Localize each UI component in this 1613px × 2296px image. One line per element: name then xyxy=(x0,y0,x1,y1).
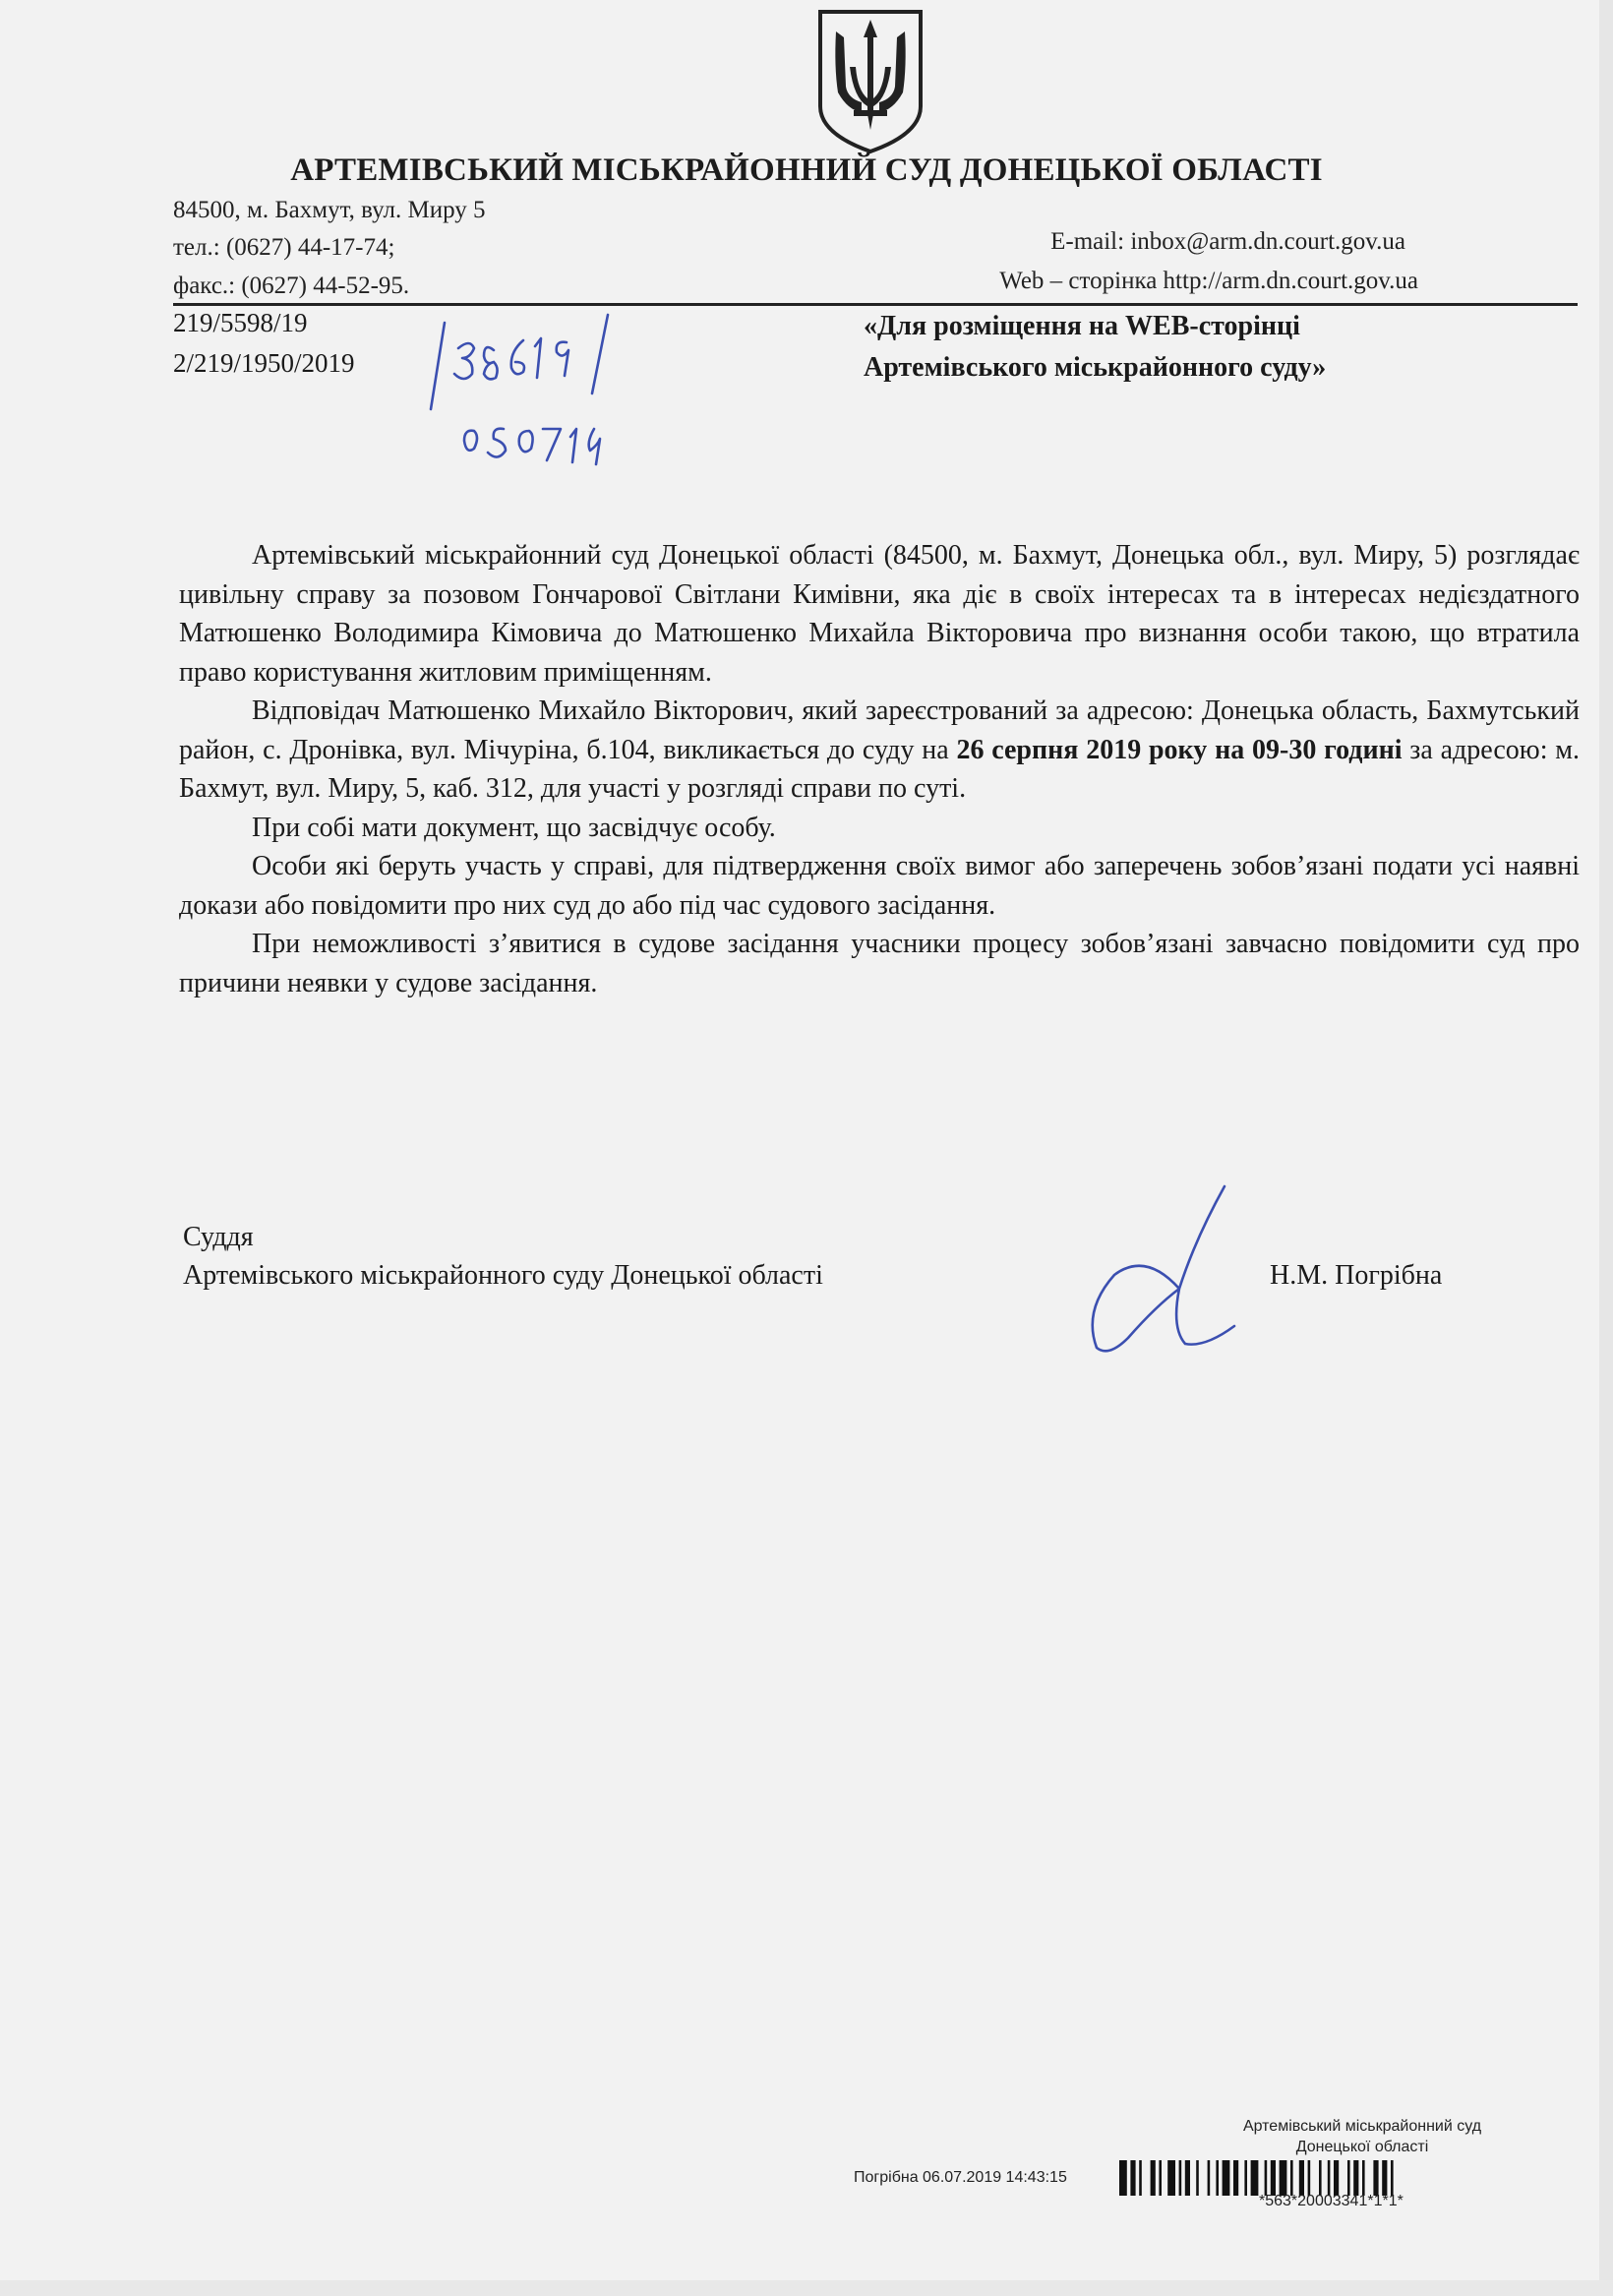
case-number: 219/5598/19 xyxy=(173,308,308,337)
web-note-line1: «Для розміщення на WEB-сторінці xyxy=(864,311,1300,341)
scan-edge-bottom xyxy=(0,2280,1613,2296)
handwritten-registration-mark xyxy=(413,313,639,480)
web-note-line2: Артемівського міськрайонного суду» xyxy=(864,352,1327,383)
court-phone: тел.: (0627) 44-17-74; xyxy=(173,234,395,261)
summons-body xyxy=(179,536,1580,1002)
trident-emblem-icon xyxy=(814,8,926,153)
judge-signature xyxy=(1077,1180,1244,1358)
scan-edge xyxy=(1599,0,1613,2296)
court-title: АРТЕМІВСЬКИЙ МІСЬКРАЙОННИЙ СУД ДОНЕЦЬКОЇ ОБЛАСТІ xyxy=(290,152,1323,188)
court-email: E-mail: inbox@arm.dn.court.gov.ua xyxy=(1050,228,1405,255)
court-address: 84500, м. Бахмут, вул. Миру 5 xyxy=(173,197,486,223)
paragraph-defendant-summons: Відповідач Матюшенко Михайло Вікторович, який зареєстрований за адресою: Донецька область, Бахмутський район, с. Дронівка, вул. Мічуріна, б.104, викликається до суду на 26 серпня 2019 року на 09-30 годині за адресою: м. Бахмут, вул. Миру, 5, каб. 312, для участі у розгляді справи по суті. xyxy=(179,695,1580,804)
barcode-number: *563*20003341*1*1* xyxy=(1259,2193,1404,2209)
court-website: Web – сторінка http://arm.dn.court.gov.ua xyxy=(999,268,1418,294)
judge-court: Артемівського міськрайонного суду Донецької області xyxy=(183,1260,823,1291)
court-fax: факс.: (0627) 44-52-95. xyxy=(173,272,410,299)
proceeding-number: 2/219/1950/2019 xyxy=(173,348,355,378)
paragraph-identity-document: При собі мати документ, що засвідчує особу. xyxy=(252,812,776,843)
paragraph-absence-notice: При неможливості з’явитися в судове засідання учасники процесу зобов’язані завчасно повідомити суд про причини неявки у судове засідання. xyxy=(179,929,1580,998)
registration-court: Артемівський міськрайонний суд Донецької області xyxy=(1242,2118,1482,2155)
web-publication-note xyxy=(864,306,1326,389)
document-barcode xyxy=(1119,2160,1593,2196)
paragraph-evidence: Особи які беруть участь у справі, для підтвердження своїх вимог або заперечень зобов’язані подати усі наявні докази або повідомити про них суд до або під час судового засідання. xyxy=(179,851,1580,921)
judge-title: Суддя xyxy=(183,1222,254,1252)
judge-name: Н.М. Погрібна xyxy=(1270,1260,1443,1291)
hearing-date: 26 серпня 2019 року на 09-30 годині xyxy=(956,734,1403,765)
registration-stamp: Погрібна 06.07.2019 14:43:15 xyxy=(854,2169,1067,2186)
paragraph-case-description: Артемівський міськрайонний суд Донецької області (84500, м. Бахмут, Донецька обл., вул. Миру, 5) розглядає цивільну справу за позовом Гончарової Світлани Кимівни, яка діє в своїх інтересах та в інтересах недієздатного Матюшенко Володимира Кімовича до Матюшенко Михайла Вікторовича про визнання особи такою, що втратила право користування житловим приміщенням. xyxy=(179,540,1580,688)
